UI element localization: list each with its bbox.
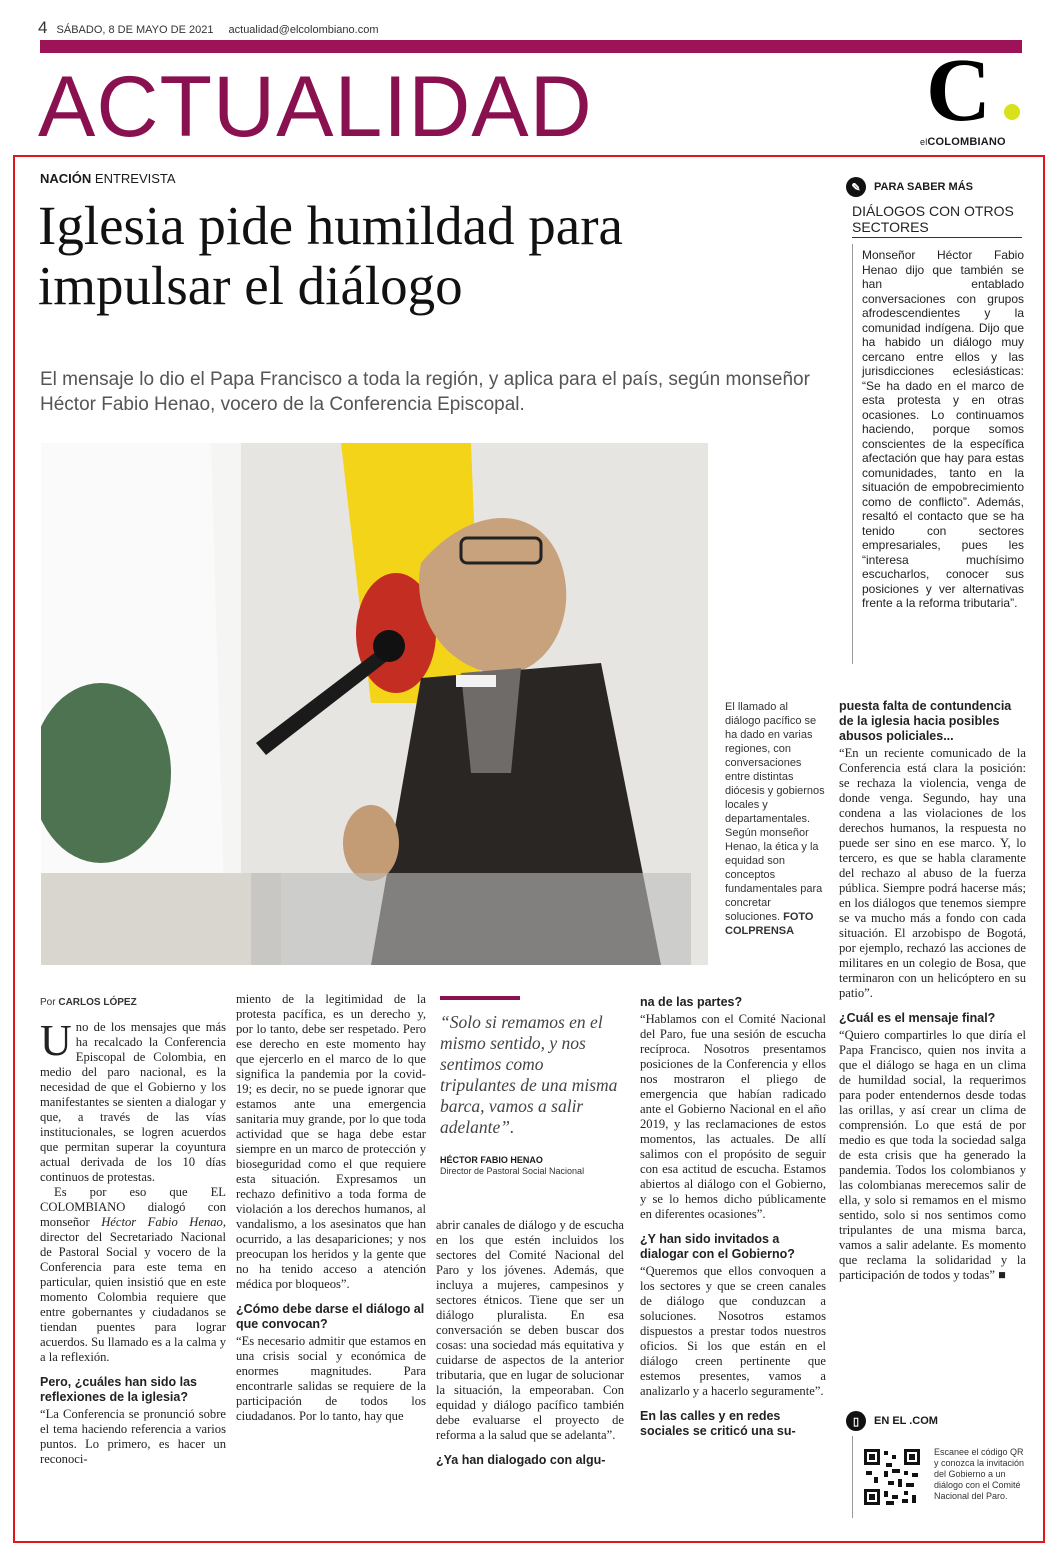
- question-heading: ¿Cuál es el mensaje final?: [839, 1011, 996, 1025]
- section-color-bar: [40, 40, 1022, 53]
- section-email[interactable]: actualidad@elcolombiano.com: [228, 24, 379, 36]
- drop-cap: U: [40, 1016, 72, 1065]
- body-column-2: miento de la legitimidad de la protesta pacífica, es un derecho y, por lo tanto, debe ser respetado. Pero ese derecho en este momento hay que ejercerlo en el marco de lo que significa la pandemia por la covid-19; es decir, no se puede ignorar que estamos ante una emergencia sanitaria muy grande, por lo que toda actividad que se haga debe estar siempre en un marco de protección y bioseguridad como el que requiere esta situación. Expresamos un rechazo definitivo a toda forma de violación a los derechos humanos, al vandalismo, a los asesinatos que han ocurrido, a las desapariciones; y nos preocupan los heridos y la gente que no ha tenido acceso a atención médica por bloqueos”. ¿Cómo debe darse el diálogo al que convocan? “Es necesario admitir que estamos en una crisis social y económica de enormes magnitudes. Para encontrarle salidas se requiere de la participación de todos los ciudadanos. Por lo tanto, hay que: [236, 992, 426, 1423]
- logo-name: elCOLOMBIANO: [920, 136, 1006, 148]
- question-heading: ¿Ya han dialogado con algu-: [436, 1453, 606, 1467]
- sidebar-heading: ✎ PARA SABER MÁS: [846, 176, 1026, 198]
- end-mark: ■: [998, 1268, 1006, 1282]
- sidebar-subtitle: DIÁLOGOS CON OTROS SECTORES: [852, 203, 1022, 238]
- question-heading: ¿Y han sido invitados a dialogar con el Gobierno?: [640, 1232, 795, 1261]
- logo-letter: C: [926, 41, 991, 140]
- qr-section: [846, 1410, 938, 1432]
- body-column-4: na de las partes? “Hablamos con el Comité Nacional del Paro, fue una sesión de escucha recíproca. Nosotros presentamos posiciones de la Conferencia y ellos nos mostraron el pliego de emergencia que habían radicado ante el Gobierno Nacional en el año 2019, y las reclamaciones de estos momentos, las actuales. De allí salimos con el propósito de seguir con esa actitud de escucha. Estamos abiertos al diálogo con el Gobierno, y se lo hemos dicho públicamente en diferentes ocasiones”. ¿Y han sido invitados a dialogar con el Gobierno? “Queremos que ellos convoquen a los sectores y que se creen canales de diálogo que conduzcan a soluciones. Nosotros estamos dispuestos a prestar todos nuestros oficios. Si los que están en el diálogo creen pertinente que estemos presentes, vamos a analizarlo y a hacerlo seguramente”. En las calles y en redes sociales se criticó una su-: [640, 995, 826, 1438]
- body-column-5: puesta falta de contundencia de la iglesia hacia posibles abusos policiales... “En un reciente comunicado de la Conferencia está clara la posición: se rechaza la violencia, venga de donde venga. Segundo, hay una condena a las violaciones de los derechos humanos, la respuesta no puede ser sino en ese marco. Y, lo tercero, es que se habla claramente del rechazo al abuso de la fuerza pública. Siempre podrá hacerse más; en los diálogos que tenemos siempre se va mucho más a fondo con cada situación. El arzobispo de Bogotá, por ejemplo, rechazó las acciones de militares en un colegio de Bosa, que terminaron con un helicóptero en su patio”. ¿Cuál es el mensaje final? “Quiero compartirles lo que diría el Papa Francisco, quien nos invita a que el diálogo se haga en un clima de humildad social, la requerimos para poder entendernos desde todas las orillas, y así crear un clima de comprensión. Lo que está de por medio es que toda la sociedad salga de esta crisis que ha generado la pandemia. Todos los colombianos y las colombianas merecemos salir de ella, y solo si remamos en el mismo sentido, solo si nos sentimos como tripulantes de una misma barca, vamos a salir adelante. Es momento que reclama la solidaridad y la participación de todos y todas” ■: [839, 699, 1026, 1282]
- question-heading: Pero, ¿cuáles han sido las reflexiones de la iglesia?: [40, 1375, 198, 1404]
- pullquote: “Solo si remamos en el mismo sentido, y nos sentimos como tripulantes de una misma barca, vamos a salir adelante”.: [440, 1012, 618, 1137]
- issue-date: SÁBADO, 8 DE MAYO DE 2021: [56, 24, 214, 36]
- qr-code[interactable]: [862, 1447, 922, 1507]
- qr-heading: ▯ EN EL .COM: [846, 1410, 938, 1432]
- article-photo: [41, 443, 708, 965]
- pullquote-name: HÉCTOR FABIO HENAO: [440, 1155, 543, 1165]
- qr-rule: [852, 1436, 853, 1518]
- deck: El mensaje lo dio el Papa Francisco a toda la región, y aplica para el país, según monseñor Héctor Fabio Henao, vocero de la Conferencia Episcopal.: [40, 369, 810, 415]
- pullquote-role: Director de Pastoral Social Nacional: [440, 1166, 585, 1176]
- body-column-1: Uno de los mensajes que más ha recalcado la Conferencia Episcopal de Colombia, en medio del paro nacional, es la necesidad de que el Gobierno y los manifestantes se sienten a dialogar y que, a través de las vías institucionales, se logren acuerdos que permitan superar la coyuntura actual derivada de los 10 días continuos de protestas. Es por eso que EL COLOMBIANO dialogó con monseñor Héctor Fabio Henao, director del Secretariado Nacional de Pastoral Social y vocero de la Conferencia para este tema en particular, quien insistió que en este momento Colombia requiere que entre gobernantes y ciudadanos se tiendan puentes para lograr acuerdos. Su llamado es a la calma y a la reflexión. Pero, ¿cuáles han sido las reflexiones de la iglesia? “La Conferencia se pronunció sobre el tema haciendo referencia a varios puntos. Lo primero, es hacer un reconoci-: [40, 1016, 226, 1466]
- sidebar-rule: [852, 244, 853, 664]
- photo-caption: El llamado al diálogo pacífico se ha dado en varias regiones, con conversaciones entre distintas diócesis y gobiernos locales y departamentales. Según monseñor Henao, la ética y la equidad son conceptos fundamentales para concretar soluciones. FOTO COLPRENSA: [725, 701, 825, 937]
- body-column-3: abrir canales de diálogo y de escucha en los que estén incluidos los sectores del Comité Nacional del Paro y los jóvenes. Además, que incluya a mujeres, campesinos y sectores étnicos. Tiene que ser un diálogo pluralista. En esa conversación se deben buscar dos cosas: una sociedad más equitativa y cuidarse de aspectos de la anterior tributaria, que en lugar de solucionar la situación, la empeoraban. Con equidad y diálogo pacífico también debe evaluarse el proyecto de reforma a la salud que se adelanta”. ¿Ya han dialogado con algu-: [436, 1218, 624, 1467]
- pullquote-bar: [440, 996, 520, 1000]
- qr-text: Escanee el código QR y conozca la invitación del Gobierno a un diálogo con el Comité Nacional del Paro.: [934, 1447, 1025, 1501]
- article-kicker: NACIÓN ENTREVISTA: [40, 171, 176, 186]
- sidebar-body: Monseñor Héctor Fabio Henao dijo que también se han entablado conversaciones con grupos afrodescendientes y la comunidad indígena. Dijo que ha habido un diálogo muy cercano entre ellos y las jurisdicciones eclesiásticas: “Se ha dado en el marco de esta protesta y en otras ocasiones. Lo continuamos haciendo, porque somos conscientes de la específica afectación que hay para estas comunidades, tanto en la situación de empobrecimiento como de conflicto”. Además, resaltó el contacto que se ha tenido con sectores empresariales, pues les “interesa muchísimo escucharlos, conocer sus posiciones y ver alternativas frente a la reforma tributaria”.: [862, 248, 1024, 610]
- question-heading: na de las partes?: [640, 995, 743, 1009]
- headline: Iglesia pide humildad para impulsar el diálogo: [38, 195, 623, 316]
- question-heading: ¿Cómo debe darse el diálogo al que convocan?: [236, 1302, 425, 1331]
- header-meta: [38, 18, 379, 38]
- page-number: 4: [38, 18, 48, 37]
- question-heading: En las calles y en redes sociales se criticó una su-: [640, 1409, 796, 1438]
- pin-icon: ✎: [846, 177, 866, 197]
- question-heading: puesta falta de contundencia de la iglesia hacia posibles abusos policiales...: [839, 699, 1012, 743]
- section-title: ACTUALIDAD: [38, 59, 593, 155]
- logo-dot: [1004, 104, 1020, 120]
- phone-icon: ▯: [846, 1411, 866, 1431]
- newspaper-logo: [918, 42, 1028, 152]
- byline: Por CARLOS LÓPEZ: [40, 997, 137, 1008]
- sidebar-box: [846, 176, 1026, 198]
